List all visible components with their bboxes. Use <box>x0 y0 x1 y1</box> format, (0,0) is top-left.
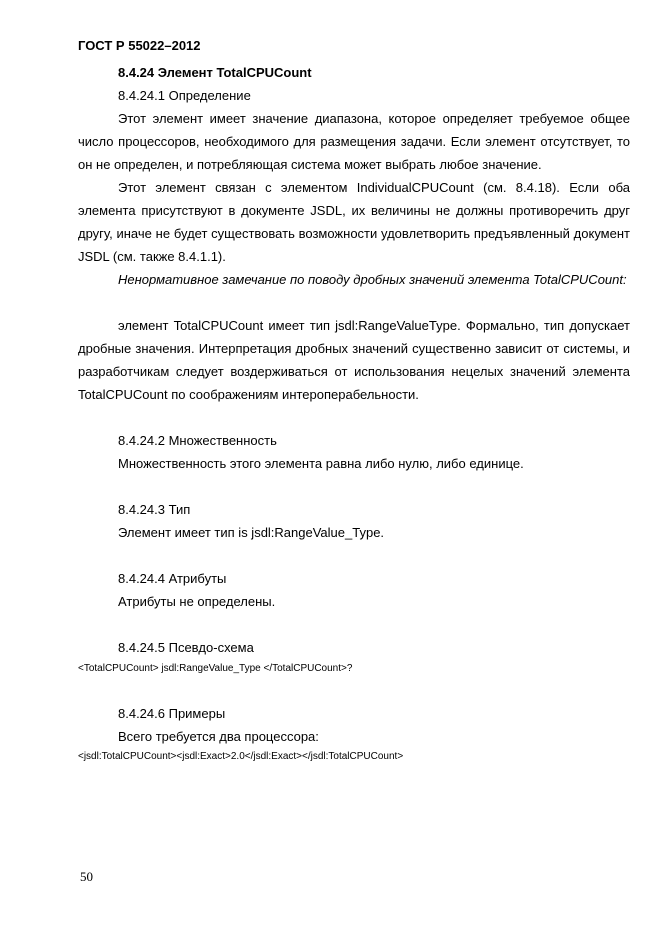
pseudo-schema-heading: 8.4.24.5 Псевдо-схема <box>118 640 254 655</box>
multiplicity-text: Множественность этого элемента равна либо нулю, либо единице. <box>118 456 524 471</box>
note-title: Ненормативное замечание по поводу дробных значений элемента TotalCPUCount: <box>118 272 627 287</box>
attributes-heading: 8.4.24.4 Атрибуты <box>118 571 227 586</box>
definition-paragraph-1: Этот элемент имеет значение диапазона, которое определяет требуемое общее число процессоров, необходимого для размещения задачи. Если элемент отсутствует, то он не определен, и потребляющая система может выбрать любое значение. <box>78 111 630 172</box>
pseudo-schema-code: <TotalCPUCount> jsdl:RangeValue_Type </TotalCPUCount>? <box>78 663 353 674</box>
note-paragraph: элемент TotalCPUCount имеет тип jsdl:RangeValueType. Формально, тип допускает дробные значения. Интерпретация дробных значений существенно зависит от системы, и разработчикам следует воздерживаться от использования нецелых значений элемента TotalCPUCount по соображениям интероперабельности. <box>78 318 630 402</box>
multiplicity-heading: 8.4.24.2 Множественность <box>118 433 277 448</box>
examples-heading: 8.4.24.6 Примеры <box>118 706 226 721</box>
examples-code: <jsdl:TotalCPUCount><jsdl:Exact>2.0</jsdl:Exact></jsdl:TotalCPUCount> <box>78 751 404 762</box>
document-header: ГОСТ Р 55022–2012 <box>78 38 201 53</box>
type-text: Элемент имеет тип is jsdl:RangeValue_Type. <box>118 525 385 540</box>
definition-paragraph-2: Этот элемент связан с элементом IndividualCPUCount (см. 8.4.18). Если оба элемента присутствуют в документе JSDL, их величины не должны противоречить друг другу, иначе не будет существовать возможности удовлетворить предъявленный документ JSDL (см. также 8.4.1.1). <box>78 180 630 264</box>
definition-heading: 8.4.24.1 Определение <box>118 88 251 103</box>
type-heading: 8.4.24.3 Тип <box>118 502 191 517</box>
examples-text: Всего требуется два процессора: <box>118 729 319 744</box>
section-title: 8.4.24 Элемент TotalCPUCount <box>118 65 312 80</box>
page-number: 50 <box>80 869 93 884</box>
attributes-text: Атрибуты не определены. <box>118 594 276 609</box>
